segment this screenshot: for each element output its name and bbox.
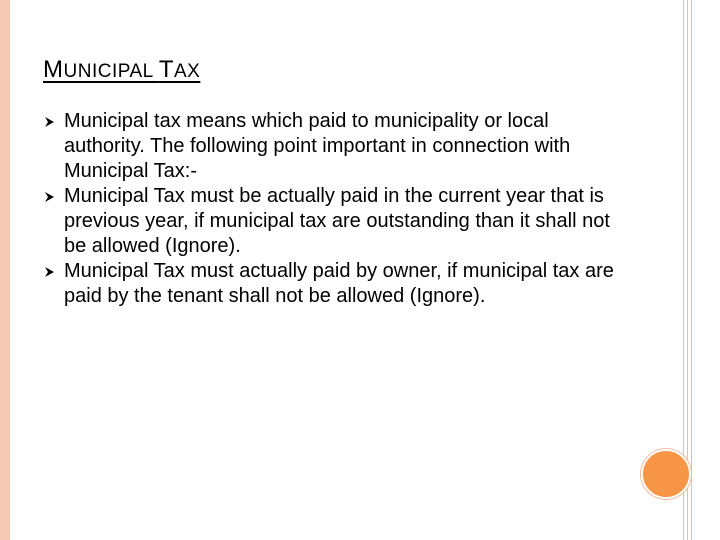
right-border-line <box>687 0 688 540</box>
bullet-text: Municipal Tax must actually paid by owner, if municipal tax are paid by the tenant shall not be allowed (Ignore). <box>64 260 614 307</box>
title-text: AX <box>173 61 201 82</box>
bullet-item <box>44 259 634 309</box>
title-letter: T <box>158 56 174 83</box>
arrow-bullet-icon <box>44 191 55 203</box>
title-text: UNICIPAL <box>63 61 159 82</box>
bullet-text: Municipal tax means which paid to municipality or local authority. The following point important in connection with Municipal Tax:- <box>64 110 571 182</box>
right-border-line <box>691 0 692 540</box>
bullet-item <box>44 184 634 259</box>
left-border-strip <box>0 0 10 540</box>
slide-title <box>43 56 200 86</box>
arrow-bullet-icon <box>44 266 55 278</box>
arrow-bullet-icon <box>44 116 55 128</box>
bullet-item <box>44 109 634 184</box>
bullet-list <box>44 109 634 309</box>
bullet-text: Municipal Tax must be actually paid in the current year that is previous year, if municipal tax are outstanding than it shall not be allowed (Ignore). <box>64 185 610 257</box>
decorative-orange-circle <box>641 449 691 499</box>
title-letter: M <box>43 56 64 83</box>
